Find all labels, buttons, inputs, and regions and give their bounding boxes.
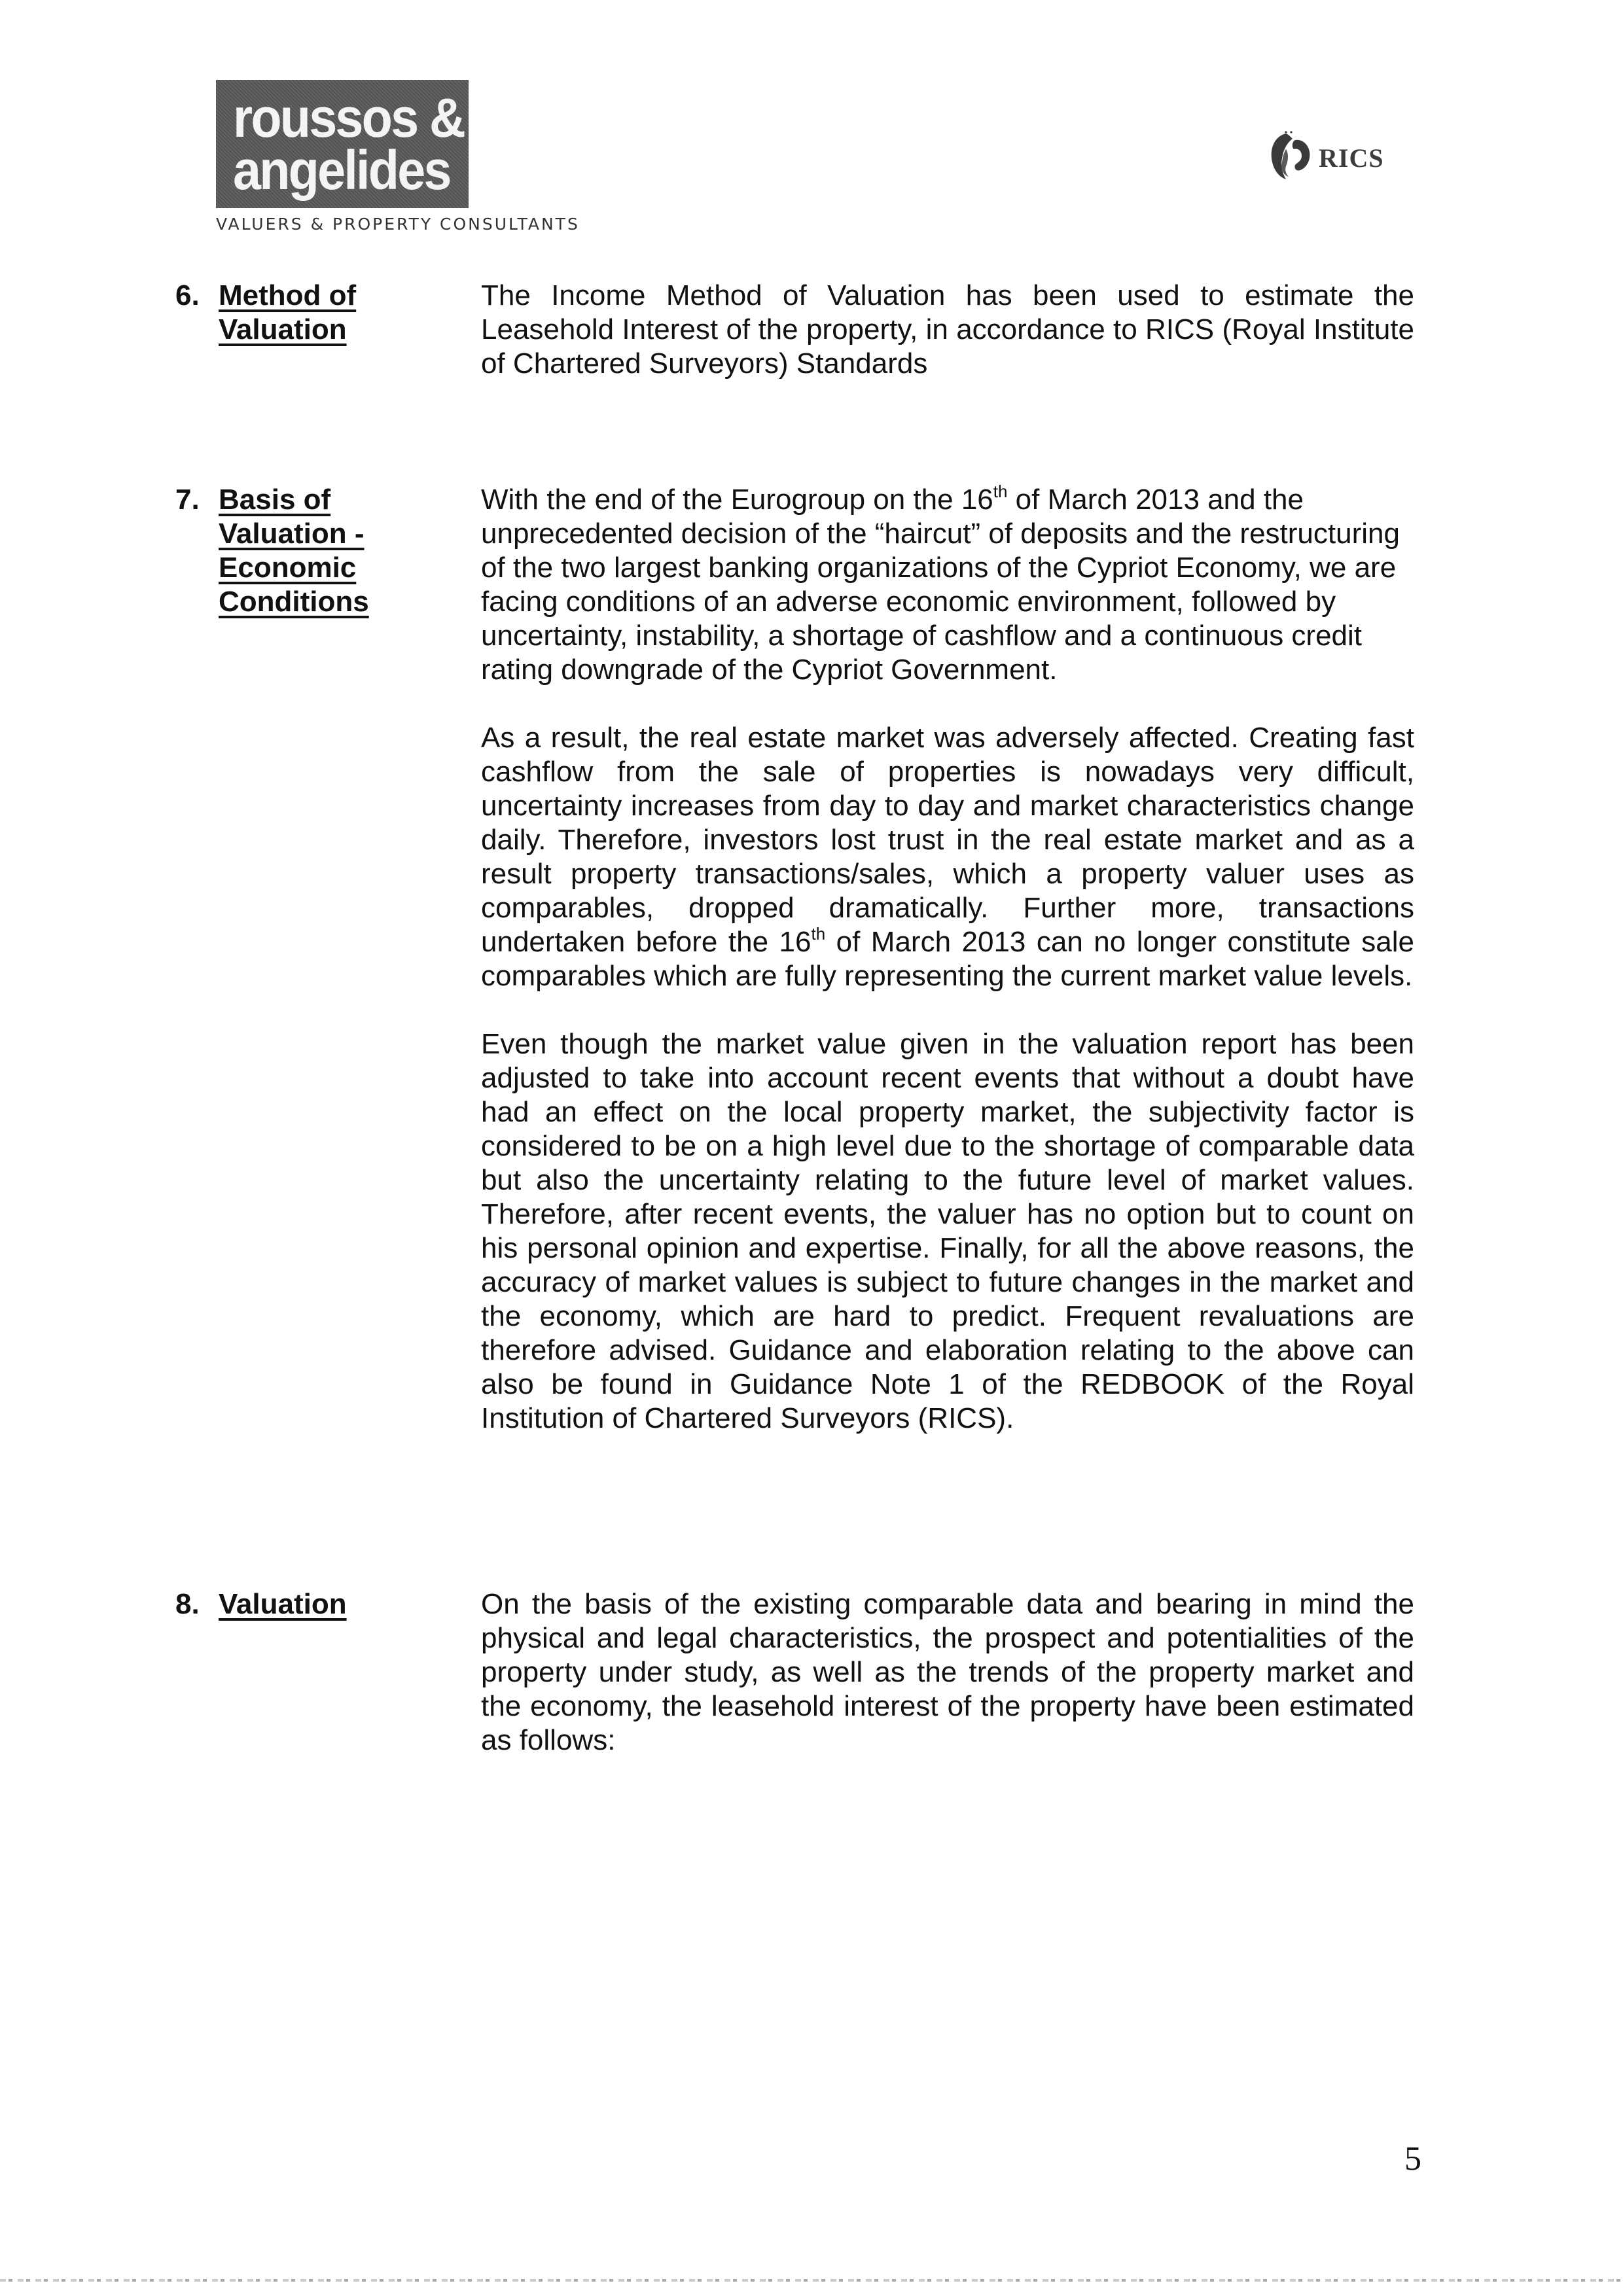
logo-text-line-1: roussos & [233,87,465,149]
section-title-line: Economic [219,552,357,584]
paragraph-text: of March 2013 can no longer constitute sale comparables which are fully representing the current market value levels. [481,926,1414,992]
section-title-line: Valuation [219,313,347,345]
logo-box [216,80,469,208]
scan-edge-artifact [0,2279,1623,2282]
ordinal-suffix: th [993,482,1008,501]
ordinal-suffix: th [811,924,826,944]
section-title-line: Basis of [219,484,331,516]
paragraph-market-effect [481,721,1414,993]
page-number: 5 [1404,2140,1421,2178]
section-heading [175,279,391,347]
section-body [481,483,1414,1470]
rics-wordmark: RICS [1319,143,1384,173]
paragraph-text: As a result, the real estate market was adversely affected. Creating fast cashflow from the sale of properties is nowadays very difficult, uncertainty increases from day to day and market characteristics change daily. Therefore, investors lost trust in the real estate market and as a result property transactions/sales, which a property valuer uses as comparables, dropped dramatically. Further more, transactions undertaken before the 16 [481,722,1414,958]
section-number: 7. [175,484,200,516]
section-number: 6. [175,279,200,311]
section-heading [175,1587,391,1621]
section-title-line: Method of [219,279,357,311]
logo-text-line-2: angelides [233,139,450,201]
paragraph-text: of March 2013 and the unprecedented decision of the “haircut” of deposits and the restructuring of the two largest banking organizations of the Cypriot Economy, we are facing conditions of an adverse economic environment, followed by uncertainty, instability, a shortage of cashflow and a continuous credit rating downgrade of the Cypriot Government. [481,484,1400,686]
rics-logo [1266,130,1384,182]
section-heading [175,483,391,619]
section-body [481,1587,1414,1792]
paragraph-subjectivity: Even though the market value given in the valuation report has been adjusted to take into account recent events that without a doubt have had an effect on the local property market, the subjectivity factor is considered to be on a high level due to the shortage of comparable data but also the uncertainty relating to the future level of market values. Therefore, after recent events, the valuer has no option but to count on his personal opinion and expertise. Finally, for all the above reasons, the accuracy of market values is subject to future changes in the market and the economy, which are hard to predict. Frequent revaluations are therefore advised. Guidance and elaboration relating to the above can also be found in Guidance Note 1 of the REDBOOK of the Royal Institution of Chartered Surveyors (RICS). [481,1028,1414,1434]
section-title-line: Valuation [219,1588,347,1620]
company-logo [216,80,580,234]
lion-head-icon [1266,130,1316,182]
section-body [481,279,1414,415]
paragraph-eurogroup [481,483,1414,687]
paragraph-text: With the end of the Eurogroup on the 16 [481,484,993,516]
paragraph: The Income Method of Valuation has been used to estimate the Leasehold Interest of the property, in accordance to RICS (Royal Institute of Chartered Surveyors) Standards [481,279,1414,380]
section-title-line: Conditions [219,586,369,618]
section-title-line: Valuation - [219,518,365,550]
section-number: 8. [175,1588,200,1620]
paragraph: On the basis of the existing comparable data and bearing in mind the physical and legal characteristics, the prospect and potentialities of the property under study, as well as the trends of the property market and the economy, the leasehold interest of the property have been estimated as follows: [481,1588,1414,1756]
logo-tagline: VALUERS & PROPERTY CONSULTANTS [216,215,580,234]
